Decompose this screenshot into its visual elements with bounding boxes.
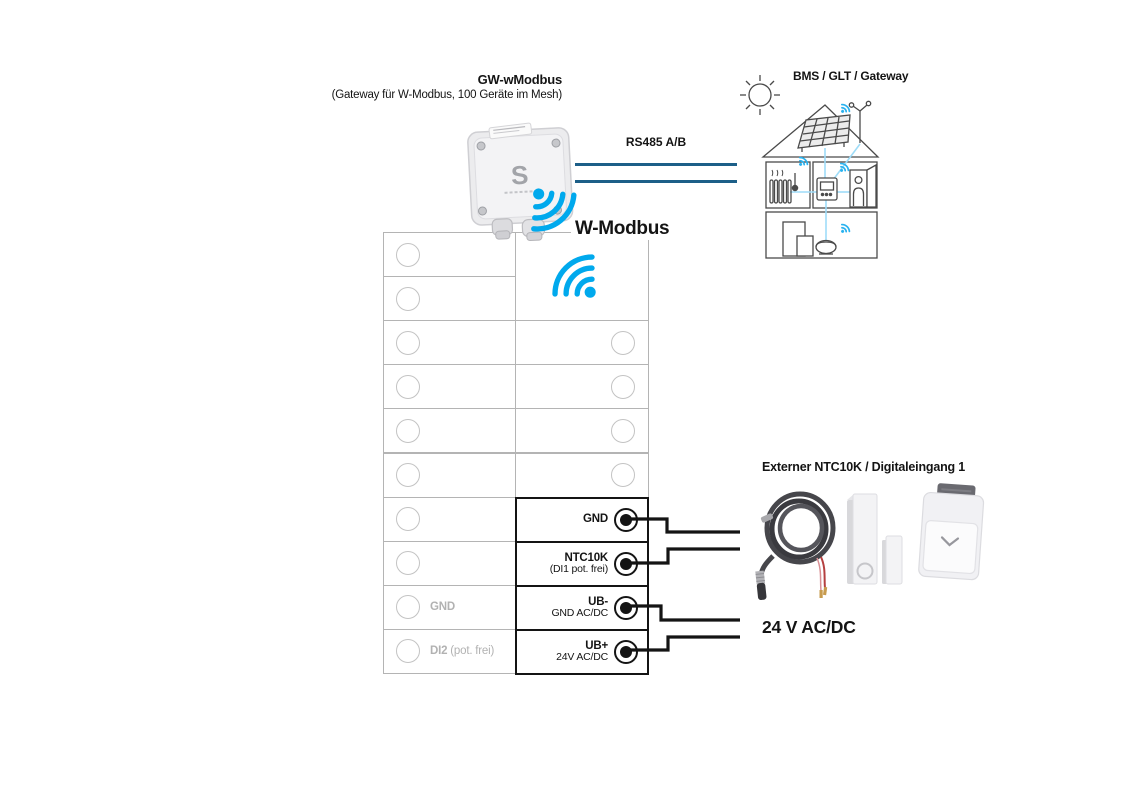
door-contact-image (847, 494, 902, 584)
ceiling-sensor-icon (816, 241, 836, 255)
terminal-circle (396, 243, 420, 267)
bms-house-illustration (715, 60, 945, 267)
terminal-row (515, 364, 649, 409)
terminal-circle (396, 463, 420, 487)
rs485-label: RS485 A/B (625, 135, 687, 149)
terminal-circle (611, 419, 635, 443)
terminal-row (383, 453, 516, 498)
terminal-circle (396, 595, 420, 619)
terminal-circle (396, 419, 420, 443)
terminal-circle (611, 375, 635, 399)
sun-icon (740, 75, 780, 115)
rs485-line-b (575, 180, 737, 183)
external-devices-heading: Externer NTC10K / Digitaleingang 1 (762, 460, 965, 474)
terminal-label: NTC10K (564, 551, 608, 564)
terminal-row (383, 276, 516, 321)
terminal-circle (396, 639, 420, 663)
terminal-circle (611, 331, 635, 355)
keycard-switch-image (918, 482, 984, 580)
rs485-line-a (575, 163, 737, 166)
wifi-icon (548, 248, 606, 306)
device-header (280, 72, 562, 103)
terminal-row (383, 541, 516, 586)
terminal-circle (611, 463, 635, 487)
terminal-circle (396, 507, 420, 531)
terminal-row (383, 320, 516, 365)
terminal-row (383, 408, 516, 453)
terminal-wires (600, 490, 760, 675)
terminal-sublabel: 24V AC/DC (556, 651, 608, 664)
ntc-probe-image (755, 494, 833, 600)
terminal-row-gnd (383, 585, 516, 630)
terminal-sublabel: GND AC/DC (551, 607, 608, 620)
device-logo: S (510, 159, 530, 191)
device-title: GW-wModbus (477, 72, 562, 87)
terminal-circle (396, 551, 420, 575)
terminal-label-gnd: GND (430, 601, 455, 614)
bms-label: BMS / GLT / Gateway (793, 69, 909, 83)
terminal-label: GND (583, 513, 608, 526)
power-label: 24 V AC/DC (762, 617, 856, 637)
terminal-circle (396, 375, 420, 399)
terminal-sublabel: (DI1 pot. frei) (549, 563, 608, 576)
terminal-row (383, 497, 516, 542)
terminal-circle (396, 287, 420, 311)
terminal-row (383, 364, 516, 409)
terminal-label-di2: DI2 (pot. frei) (430, 645, 495, 658)
terminal-circle (396, 331, 420, 355)
room-controller-icon (817, 178, 837, 200)
door-occupancy-icon (850, 165, 876, 207)
terminal-row (515, 408, 649, 453)
device-subtitle: (Gateway für W-Modbus, 100 Geräte im Mesh) (331, 89, 562, 102)
terminal-label: UB+ (585, 639, 608, 652)
terminal-row-di2 (383, 629, 516, 674)
terminal-row (515, 320, 649, 365)
external-devices-images (735, 478, 991, 600)
wmodbus-label: W-Modbus (571, 218, 673, 240)
terminal-label: UB- (588, 595, 608, 608)
